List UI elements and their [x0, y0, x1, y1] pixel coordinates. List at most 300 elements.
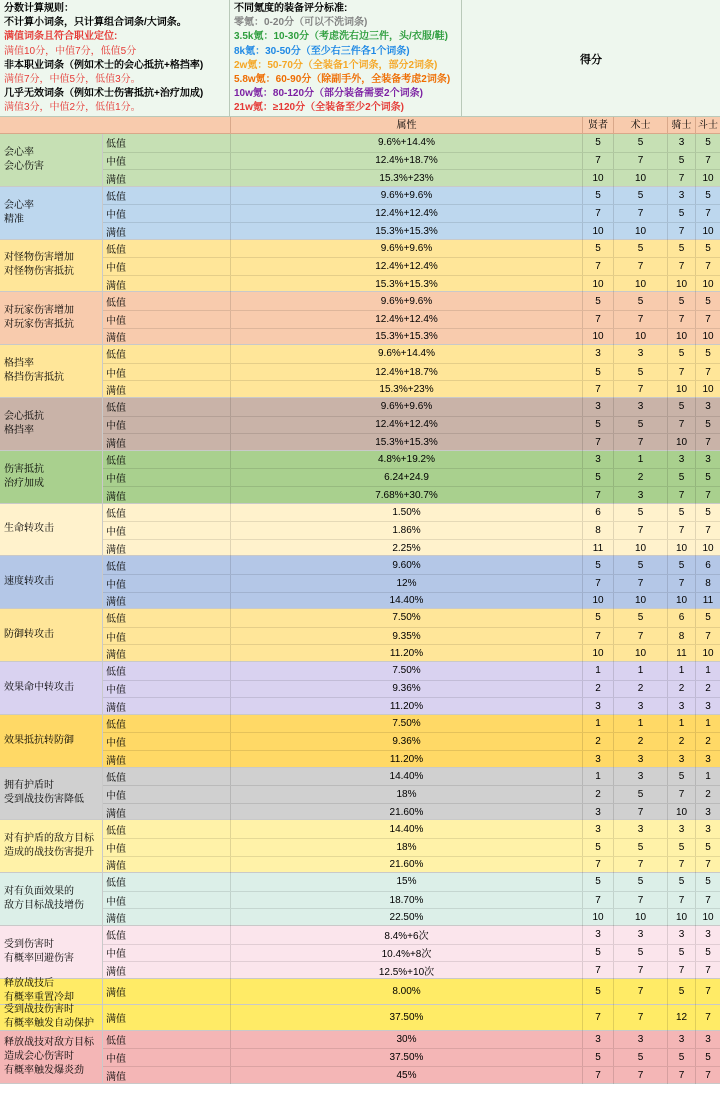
group-name	[0, 134, 103, 186]
score-knight-cell: 5	[667, 556, 695, 574]
score-warlock-cell: 7	[613, 205, 667, 222]
score-fighter-cell: 10	[695, 381, 720, 398]
score-warlock-cell: 3	[613, 398, 667, 416]
score-knight-cell: 3	[667, 751, 695, 768]
score-knight-cell: 7	[667, 364, 695, 381]
table-row	[103, 345, 720, 363]
score-knight-cell: 5	[667, 292, 695, 310]
table-row	[103, 1048, 720, 1066]
score-knight-cell: 10	[667, 540, 695, 557]
attribute-value-cell: 9.35%	[230, 628, 582, 645]
score-fighter-cell: 8	[695, 575, 720, 592]
score-knight-cell: 7	[667, 417, 695, 434]
score-knight-cell: 5	[667, 153, 695, 170]
score-sage-cell: 2	[582, 681, 613, 698]
score-knight-cell: 10	[667, 434, 695, 451]
attribute-value-cell: 1.50%	[230, 504, 582, 522]
score-sage-cell: 10	[582, 223, 613, 240]
attribute-value-cell: 2.25%	[230, 540, 582, 557]
score-fighter-cell: 7	[695, 1005, 720, 1031]
score-warlock-cell: 1	[613, 662, 667, 680]
table-row	[103, 961, 720, 979]
score-fighter-cell: 7	[695, 258, 720, 275]
group-name	[0, 1005, 103, 1030]
attribute-value-cell: 45%	[230, 1067, 582, 1084]
level-cell: 满值	[106, 861, 126, 873]
table-row	[103, 750, 720, 768]
score-sage-cell: 3	[582, 751, 613, 768]
attribute-value-cell: 14.40%	[230, 768, 582, 786]
level-cell: 满值	[106, 1071, 126, 1083]
attribute-value-cell: 7.68%+30.7%	[230, 487, 582, 504]
attribute-group	[0, 187, 720, 240]
score-knight-cell: 1	[667, 662, 695, 680]
group-name-text: 会心率 会心伤害	[4, 146, 44, 172]
score-warlock-cell: 5	[613, 292, 667, 310]
table-row	[103, 257, 720, 275]
score-warlock-cell: 5	[613, 786, 667, 803]
score-warlock-cell: 1	[613, 451, 667, 469]
attribute-group	[0, 820, 720, 873]
level-cell: 低值	[106, 456, 126, 468]
attribute-value-cell: 12.4%+12.4%	[230, 311, 582, 328]
group-name	[0, 345, 103, 397]
score-fighter-cell: 3	[695, 751, 720, 768]
score-knight-cell: 7	[667, 170, 695, 187]
score-fighter-cell: 7	[695, 857, 720, 874]
score-sage-cell: 7	[582, 857, 613, 874]
score-sage-cell: 7	[582, 628, 613, 645]
score-sage-cell: 1	[582, 715, 613, 733]
score-warlock-cell: 5	[613, 134, 667, 152]
score-fighter-cell: 7	[695, 892, 720, 909]
level-cell: 满值	[106, 491, 126, 503]
score-knight-cell: 3	[667, 820, 695, 838]
grade-line: 10w氪：80-120分（部分装备需要2个词条)	[234, 88, 423, 100]
score-warlock-cell: 7	[613, 628, 667, 645]
score-warlock-cell: 7	[613, 857, 667, 874]
score-fighter-cell: 7	[695, 1067, 720, 1084]
score-sage-cell: 3	[582, 345, 613, 363]
score-sage-cell: 5	[582, 609, 613, 627]
group-name-text: 拥有护盾时 受到战技伤害降低	[4, 780, 84, 806]
table-row	[103, 1031, 720, 1049]
table-row	[103, 820, 720, 838]
score-sage-cell: 3	[582, 926, 613, 944]
score-sage-cell: 7	[582, 381, 613, 398]
group-name-text: 对怪物伤害增加 对怪物伤害抵抗	[4, 252, 74, 278]
table-row	[103, 187, 720, 205]
score-knight-cell: 1	[667, 715, 695, 733]
score-sage-cell: 3	[582, 698, 613, 715]
score-sage-cell: 5	[582, 187, 613, 205]
level-cell: 满值	[106, 174, 126, 186]
score-knight-cell: 7	[667, 962, 695, 979]
attribute-value-cell: 12.4%+18.7%	[230, 153, 582, 170]
score-knight-cell: 12	[667, 1005, 695, 1031]
score-warlock-cell: 3	[613, 751, 667, 768]
score-fighter-cell: 10	[695, 329, 720, 346]
level-cell: 中值	[106, 262, 126, 274]
attribute-value-cell: 9.36%	[230, 681, 582, 698]
table-row	[103, 680, 720, 698]
attribute-value-cell: 18.70%	[230, 892, 582, 909]
attribute-value-cell: 9.6%+9.6%	[230, 240, 582, 258]
score-warlock-cell: 7	[613, 892, 667, 909]
score-fighter-cell: 6	[695, 556, 720, 574]
score-sage-cell: 3	[582, 451, 613, 469]
level-cell: 低值	[106, 192, 126, 204]
score-sage-cell: 7	[582, 487, 613, 504]
col-sage: 贤者	[582, 117, 613, 134]
rule-line: 满值7分，中值5分，低值3分。	[4, 74, 141, 86]
score-knight-cell: 5	[667, 504, 695, 522]
score-warlock-cell: 5	[613, 417, 667, 434]
score-knight-cell: 3	[667, 187, 695, 205]
group-name-text: 防御转攻击	[4, 629, 54, 641]
attribute-value-cell: 15.3%+15.3%	[230, 223, 582, 240]
table-row	[103, 803, 720, 821]
attribute-value-cell: 9.36%	[230, 733, 582, 750]
score-sage-cell: 1	[582, 662, 613, 680]
attribute-group	[0, 1005, 720, 1031]
attribute-group	[0, 926, 720, 979]
attribute-value-cell: 11.20%	[230, 751, 582, 768]
level-cell: 中值	[106, 632, 126, 644]
level-cell: 低值	[106, 614, 126, 626]
score-sage-cell: 5	[582, 469, 613, 486]
attribute-value-cell: 15.3%+15.3%	[230, 329, 582, 346]
group-name-text: 效果命中转攻击	[4, 681, 74, 693]
score-fighter-cell: 5	[695, 1049, 720, 1066]
score-sage-cell: 7	[582, 153, 613, 170]
level-cell: 中值	[106, 526, 126, 538]
grade-line: 3.5k氪：10-30分（考虑洗右边三件，头/衣服/鞋)	[234, 31, 448, 43]
score-fighter-cell: 7	[695, 205, 720, 222]
score-fighter-cell: 5	[695, 945, 720, 962]
header-panel	[0, 0, 720, 117]
table-row	[103, 416, 720, 434]
score-fighter-cell: 10	[695, 645, 720, 662]
score-sage-cell: 3	[582, 820, 613, 838]
attribute-value-cell: 7.50%	[230, 609, 582, 627]
attribute-group	[0, 873, 720, 926]
score-warlock-cell: 2	[613, 469, 667, 486]
score-warlock-cell: 7	[613, 962, 667, 979]
rule-line: 满值10分，中值7分，低值5分	[4, 45, 137, 57]
score-knight-cell: 3	[667, 1031, 695, 1049]
table-row	[103, 451, 720, 469]
score-sage-cell: 5	[582, 979, 613, 1005]
score-sage-cell: 3	[582, 398, 613, 416]
score-sage-cell: 2	[582, 786, 613, 803]
score-sage-cell: 5	[582, 292, 613, 310]
score-warlock-cell: 10	[613, 170, 667, 187]
level-cell: 满值	[106, 1014, 126, 1026]
grade-line: 不同氪度的装备评分标准:	[234, 3, 348, 14]
score-fighter-cell: 3	[695, 698, 720, 715]
grade-line: 21w氪：≥120分（全装备至少2个词条)	[234, 102, 404, 114]
attribute-value-cell: 8.00%	[230, 979, 582, 1005]
score-fighter-cell: 10	[695, 223, 720, 240]
score-warlock-cell: 7	[613, 311, 667, 328]
level-cell: 满值	[106, 914, 126, 926]
level-cell: 低值	[106, 508, 126, 520]
score-fighter-cell: 3	[695, 398, 720, 416]
attribute-value-cell: 18%	[230, 839, 582, 856]
col-attribute: 属性	[230, 117, 582, 134]
level-cell: 中值	[106, 1054, 126, 1066]
level-cell: 满值	[106, 386, 126, 398]
score-knight-cell: 10	[667, 593, 695, 610]
table-row	[103, 1066, 720, 1084]
table-row	[103, 539, 720, 557]
score-fighter-cell: 5	[695, 469, 720, 486]
rule-line: 不计算小词条，只计算组合词条/大词条。	[4, 17, 187, 29]
score-warlock-cell: 5	[613, 945, 667, 962]
attribute-value-cell: 4.8%+19.2%	[230, 451, 582, 469]
table-row	[103, 697, 720, 715]
score-knight-cell: 7	[667, 311, 695, 328]
group-name	[0, 979, 103, 1004]
attribute-value-cell: 15.3%+15.3%	[230, 434, 582, 451]
attribute-value-cell: 14.40%	[230, 820, 582, 838]
score-sage-cell: 7	[582, 258, 613, 275]
score-fighter-cell: 7	[695, 311, 720, 328]
level-cell: 低值	[106, 244, 126, 256]
attribute-group	[0, 292, 720, 345]
level-cell: 低值	[106, 297, 126, 309]
attribute-value-cell: 14.40%	[230, 593, 582, 610]
attribute-value-cell: 9.6%+14.4%	[230, 345, 582, 363]
score-knight-cell: 10	[667, 329, 695, 346]
score-warlock-cell: 5	[613, 1049, 667, 1066]
score-warlock-cell: 3	[613, 926, 667, 944]
score-warlock-cell: 10	[613, 276, 667, 293]
table-row	[103, 926, 720, 944]
score-warlock-cell: 5	[613, 556, 667, 574]
level-cell: 满值	[106, 597, 126, 609]
score-fighter-cell: 10	[695, 170, 720, 187]
table-row	[103, 169, 720, 187]
group-name	[0, 768, 103, 820]
spending-grade-standards	[230, 0, 462, 117]
attribute-value-cell: 9.60%	[230, 556, 582, 574]
score-warlock-cell: 3	[613, 1031, 667, 1049]
group-name-text: 对玩家伤害增加 对玩家伤害抵抗	[4, 305, 74, 331]
attribute-group	[0, 134, 720, 187]
score-knight-cell: 10	[667, 804, 695, 821]
attribute-value-cell: 8.4%+6次	[230, 926, 582, 944]
rule-line: 分数计算规则：	[4, 3, 74, 14]
level-cell: 满值	[106, 227, 126, 239]
attribute-value-cell: 15.3%+15.3%	[230, 276, 582, 293]
group-name-text: 伤害抵抗 治疗加成	[4, 463, 44, 489]
score-fighter-cell: 10	[695, 540, 720, 557]
score-fighter-cell: 5	[695, 292, 720, 310]
score-sage-cell: 10	[582, 645, 613, 662]
score-sage-cell: 10	[582, 909, 613, 926]
score-knight-cell: 10	[667, 909, 695, 926]
group-name-text: 释放战技后 有概率重置冷却	[4, 978, 74, 1004]
level-cell: 中值	[106, 843, 126, 855]
table-row	[103, 398, 720, 416]
table-row	[103, 944, 720, 962]
attribute-value-cell: 37.50%	[230, 1049, 582, 1066]
score-knight-cell: 5	[667, 345, 695, 363]
score-warlock-cell: 7	[613, 1005, 667, 1031]
table-row	[103, 556, 720, 574]
score-sage-cell: 11	[582, 540, 613, 557]
attribute-value-cell: 10.4%+8次	[230, 945, 582, 962]
score-warlock-cell: 3	[613, 820, 667, 838]
attribute-value-cell: 30%	[230, 1031, 582, 1049]
score-sage-cell: 6	[582, 504, 613, 522]
group-name-text: 速度转攻击	[4, 576, 54, 588]
score-sage-cell: 7	[582, 962, 613, 979]
score-fighter-cell: 10	[695, 276, 720, 293]
table-row	[103, 240, 720, 258]
score-warlock-cell: 1	[613, 715, 667, 733]
group-name	[0, 926, 103, 978]
score-fighter-cell: 7	[695, 364, 720, 381]
score-knight-cell: 7	[667, 575, 695, 592]
score-fighter-cell: 7	[695, 628, 720, 645]
score-sage-cell: 5	[582, 1049, 613, 1066]
attribute-value-cell: 12.4%+18.7%	[230, 364, 582, 381]
level-cell: 满值	[106, 544, 126, 556]
score-warlock-cell: 5	[613, 839, 667, 856]
table-row	[103, 1005, 720, 1031]
attribute-group	[0, 979, 720, 1005]
score-sage-cell: 7	[582, 434, 613, 451]
level-cell: 满值	[106, 808, 126, 820]
table-row	[103, 609, 720, 627]
rule-line: 满值词条且符合职业定位:	[4, 31, 118, 43]
grade-line: 零氪：0-20分（可以不洗词条)	[234, 17, 368, 29]
group-name-text: 生命转攻击	[4, 523, 54, 535]
score-warlock-cell: 5	[613, 240, 667, 258]
group-name-text: 对有护盾的敌方目标 造成的战技伤害提升	[4, 833, 94, 859]
level-cell: 低值	[106, 667, 126, 679]
group-name	[0, 398, 103, 450]
table-row	[103, 979, 720, 1005]
score-knight-cell: 7	[667, 223, 695, 240]
score-sage-cell: 10	[582, 276, 613, 293]
table-row	[103, 592, 720, 610]
score-warlock-cell: 5	[613, 504, 667, 522]
score-warlock-cell: 7	[613, 1067, 667, 1084]
level-cell: 中值	[106, 315, 126, 327]
score-warlock-cell: 10	[613, 540, 667, 557]
col-knight: 骑士	[667, 117, 695, 134]
attribute-group	[0, 504, 720, 557]
attribute-value-cell: 12%	[230, 575, 582, 592]
score-fighter-cell: 3	[695, 804, 720, 821]
score-warlock-cell: 10	[613, 223, 667, 240]
level-cell: 中值	[106, 579, 126, 591]
attribute-value-cell: 12.5%+10次	[230, 962, 582, 979]
rule-line: 几乎无效词条（例如术士伤害抵抗+治疗加成)	[4, 88, 204, 100]
score-knight-cell: 7	[667, 487, 695, 504]
group-name	[0, 873, 103, 925]
level-cell: 低值	[106, 825, 126, 837]
score-knight-cell: 3	[667, 926, 695, 944]
attribute-value-cell: 22.50%	[230, 909, 582, 926]
rule-line: 满值3分，中值2分，低值1分。	[4, 102, 141, 114]
attribute-value-cell: 15.3%+23%	[230, 381, 582, 398]
table-row	[103, 644, 720, 662]
score-sage-cell: 5	[582, 134, 613, 152]
table-row	[103, 627, 720, 645]
grade-line: 2w氪：50-70分（全装备1个词条，部分2词条)	[234, 59, 438, 71]
score-knight-cell: 2	[667, 681, 695, 698]
table-row	[103, 486, 720, 504]
attribute-value-cell: 37.50%	[230, 1005, 582, 1031]
score-sage-cell: 5	[582, 417, 613, 434]
score-knight-cell: 5	[667, 839, 695, 856]
group-name	[0, 504, 103, 556]
score-fighter-cell: 5	[695, 134, 720, 152]
score-knight-cell: 5	[667, 1049, 695, 1066]
score-warlock-cell: 5	[613, 873, 667, 891]
score-warlock-cell: 7	[613, 522, 667, 539]
level-cell: 低值	[106, 720, 126, 732]
score-knight-cell: 3	[667, 698, 695, 715]
level-cell: 满值	[106, 755, 126, 767]
score-sage-cell: 5	[582, 873, 613, 891]
group-name-text: 受到战技伤害时 有概率触发自动保护	[4, 1004, 94, 1030]
score-sage-cell: 5	[582, 556, 613, 574]
score-warlock-cell: 5	[613, 609, 667, 627]
rule-line: 非本职业词条（例如术士的会心抵抗+格挡率)	[4, 59, 204, 71]
group-name	[0, 609, 103, 661]
score-fighter-cell: 7	[695, 434, 720, 451]
score-knight-cell: 5	[667, 469, 695, 486]
score-knight-cell: 6	[667, 609, 695, 627]
group-name	[0, 240, 103, 292]
attribute-value-cell: 12.4%+12.4%	[230, 417, 582, 434]
attribute-group	[0, 715, 720, 768]
score-knight-cell: 5	[667, 205, 695, 222]
score-knight-cell: 2	[667, 733, 695, 750]
attribute-value-cell: 12.4%+12.4%	[230, 205, 582, 222]
score-fighter-cell: 3	[695, 451, 720, 469]
score-fighter-cell: 10	[695, 909, 720, 926]
level-cell: 低值	[106, 561, 126, 573]
level-cell: 中值	[106, 949, 126, 961]
score-knight-cell: 10	[667, 276, 695, 293]
table-row	[103, 574, 720, 592]
attribute-value-cell: 21.60%	[230, 804, 582, 821]
score-warlock-cell: 7	[613, 381, 667, 398]
score-fighter-cell: 5	[695, 417, 720, 434]
table-row	[103, 380, 720, 398]
score-warlock-cell: 7	[613, 434, 667, 451]
score-knight-cell: 7	[667, 786, 695, 803]
group-name-text: 会心率 精准	[4, 199, 34, 225]
score-knight-cell: 7	[667, 892, 695, 909]
table-row	[103, 521, 720, 539]
table-row	[103, 873, 720, 891]
group-name-text: 效果抵抗转防御	[4, 734, 74, 746]
score-sage-cell: 5	[582, 945, 613, 962]
group-name	[0, 451, 103, 503]
table-row	[103, 838, 720, 856]
level-cell: 满值	[106, 702, 126, 714]
score-knight-cell: 3	[667, 451, 695, 469]
score-knight-cell: 5	[667, 945, 695, 962]
